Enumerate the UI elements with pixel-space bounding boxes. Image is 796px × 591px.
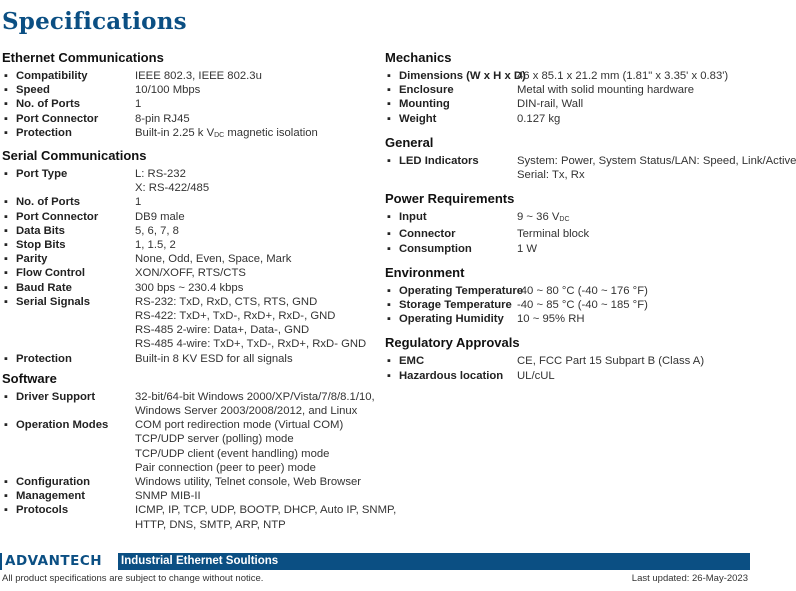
spec-value: XON/XOFF, RTS/CTS: [135, 267, 246, 280]
spec-row: [385, 112, 750, 126]
spec-value: 5, 6, 7, 8: [135, 224, 179, 237]
spec-row: [2, 295, 372, 352]
section-heading: Serial Communications: [2, 148, 147, 164]
spec-label: LED Indicators: [399, 154, 479, 167]
spec-value: Terminal block: [517, 228, 590, 241]
spec-label: Parity: [16, 253, 48, 266]
spec-value: Built-in 2.25 k $V_{DC}$ magnetic isolation: [135, 126, 318, 139]
footer-disclaimer: All product specifications are subject to change without notice.: [2, 573, 264, 584]
spec-label: Input: [399, 211, 427, 224]
spec-label: Dimensions (W x H x D): [399, 70, 526, 82]
spec-value: System: Power, System Status/LAN: Speed, Link/Active Serial: Tx, Rx: [517, 154, 796, 182]
spec-label: No. of Ports: [16, 98, 81, 111]
spec-row: [2, 97, 372, 111]
spec-row: [2, 167, 372, 195]
bullet-icon: ▪: [387, 299, 391, 312]
spec-value: Built-in 8 KV ESD for all signals: [135, 352, 293, 365]
section-heading: Regulatory Approvals: [385, 335, 520, 351]
bullet-icon: ▪: [4, 168, 8, 181]
bullet-icon: ▪: [4, 196, 8, 209]
spec-label: Protection: [16, 352, 72, 365]
spec-label: Data Bits: [16, 224, 65, 237]
bullet-icon: ▪: [4, 281, 8, 294]
spec-label: Operation Modes: [16, 419, 109, 432]
spec-label: Serial Signals: [16, 295, 91, 308]
spec-value: 1, 1.5, 2: [135, 239, 176, 252]
spec-value: COM port redirection mode (Virtual COM) TCP/UDP server (polling) mode TCP/UDP client (event handling) mode Pair connection (peer to peer) mode: [135, 419, 344, 474]
bullet-icon: ▪: [4, 419, 8, 432]
spec-row: [2, 503, 397, 531]
spec-label: Consumption: [399, 242, 472, 255]
spec-value: Metal with solid mounting hardware: [517, 84, 695, 97]
spec-label: Speed: [16, 84, 50, 97]
section-heading: Mechanics: [385, 50, 452, 65]
spec-value: UL/cUL: [517, 369, 555, 382]
spec-row: [2, 266, 372, 280]
spec-row: [2, 475, 372, 489]
spec-value: -40 ~ 80 °C (-40 ~ 176 °F): [517, 284, 648, 297]
spec-row: [2, 195, 372, 209]
spec-value: -40 ~ 85 °C (-40 ~ 185 °F): [517, 299, 648, 312]
spec-label: Protocols: [16, 504, 69, 517]
spec-row: [385, 97, 750, 111]
spec-row: [385, 369, 750, 383]
bullet-icon: ▪: [387, 313, 391, 326]
spec-label: Storage Temperature: [399, 299, 512, 312]
bullet-icon: ▪: [4, 84, 8, 97]
spec-label: EMC: [399, 355, 425, 368]
spec-row: [385, 298, 750, 312]
spec-value: None, Odd, Even, Space, Mark: [135, 253, 292, 266]
spec-label: Weight: [399, 112, 437, 125]
spec-value: 8-pin RJ45: [135, 112, 190, 125]
spec-row: [385, 227, 750, 241]
spec-row: [2, 69, 372, 83]
bullet-icon: ▪: [387, 355, 391, 368]
spec-label: Enclosure: [399, 84, 454, 97]
bullet-icon: ▪: [4, 210, 8, 223]
spec-value: 10 ~ 95% RH: [517, 313, 585, 326]
spec-row: [2, 83, 372, 97]
spec-value: 32-bit/64-bit Windows 2000/XP/Vista/7/8/8.1/10, Windows Server 2003/2008/2012, and Linux: [135, 390, 375, 418]
section-heading: Software: [2, 370, 57, 386]
spec-label: Hazardous location: [399, 369, 504, 382]
bullet-icon: ▪: [4, 504, 8, 517]
spec-row: [2, 281, 372, 295]
spec-value: 9 ~ 36 $V_{DC}$: [517, 211, 570, 224]
spec-label: Operating Temperature: [399, 284, 524, 297]
bullet-icon: ▪: [4, 476, 8, 489]
spec-label: Mounting: [399, 98, 450, 111]
section-heading: General: [385, 134, 434, 150]
spec-value: 1 W: [517, 242, 538, 255]
spec-row: [2, 210, 372, 224]
spec-row: [2, 112, 372, 126]
spec-label: Flow Control: [16, 267, 86, 280]
spec-value: 0.127 kg: [517, 112, 561, 125]
spec-value: 10/100 Mbps: [135, 84, 201, 97]
spec-value: ICMP, IP, TCP, UDP, BOOTP, DHCP, Auto IP, SNMP, HTTP, DNS, SMTP, ARP, NTP: [135, 504, 397, 531]
spec-value: RS-232: TxD, RxD, CTS, RTS, GND RS-422: TxD+, TxD-, RxD+, RxD-, GND RS-485 2-wire: Data+, Data-, GND RS-485 4-wire: TxD+, TxD-, RxD+, RxD- GND: [135, 295, 367, 351]
spec-row: [385, 354, 750, 368]
spec-value: 46 x 85.1 x 21.2 mm (1.81" x 3.35' x 0.83'): [517, 70, 729, 82]
spec-label: Connector: [399, 228, 456, 241]
spec-row: [385, 83, 750, 97]
spec-row: [2, 352, 372, 366]
section-heading: Ethernet Communications: [2, 50, 164, 65]
bullet-icon: ▪: [4, 112, 8, 125]
bullet-icon: ▪: [4, 390, 8, 403]
spec-value: SNMP MIB-II: [135, 490, 201, 503]
spec-row: [2, 390, 375, 418]
page-title: Specifications: [2, 8, 187, 35]
spec-row: [385, 69, 750, 83]
bullet-icon: ▪: [4, 224, 8, 237]
spec-row: [2, 224, 372, 238]
left-column: [2, 50, 397, 532]
spec-label: Port Connector: [16, 210, 99, 223]
advantech-logo: ADVANTECH: [2, 553, 118, 570]
spec-row: [2, 418, 372, 475]
spec-label: Management: [16, 490, 86, 503]
footer-updated: Last updated: 26-May-2023: [631, 573, 748, 584]
spec-row: [2, 252, 372, 266]
spec-row: [2, 238, 372, 252]
bullet-icon: ▪: [387, 112, 391, 125]
spec-value: IEEE 802.3, IEEE 802.3u: [135, 70, 262, 82]
spec-row: [385, 210, 750, 227]
section-heading: Power Requirements: [385, 191, 515, 207]
bullet-icon: ▪: [4, 352, 8, 365]
spec-row: [385, 312, 750, 326]
bullet-icon: ▪: [387, 284, 391, 297]
bullet-icon: ▪: [387, 98, 391, 111]
right-column: [385, 50, 796, 383]
bullet-icon: ▪: [4, 70, 8, 82]
footer-tagline: Industrial Ethernet Soultions: [121, 555, 279, 567]
spec-value: Windows utility, Telnet console, Web Browser: [135, 476, 362, 489]
spec-label: Protection: [16, 126, 72, 139]
bullet-icon: ▪: [387, 70, 391, 82]
bullet-icon: ▪: [4, 490, 8, 503]
spec-value: 300 bps ~ 230.4 kbps: [135, 281, 244, 294]
spec-row: [2, 489, 372, 503]
bullet-icon: ▪: [387, 211, 391, 224]
bullet-icon: ▪: [4, 253, 8, 266]
spec-label: Driver Support: [16, 390, 96, 403]
spec-row: [385, 242, 750, 256]
bullet-icon: ▪: [4, 267, 8, 280]
spec-label: Baud Rate: [16, 281, 72, 294]
bullet-icon: ▪: [4, 98, 8, 111]
spec-label: No. of Ports: [16, 196, 81, 209]
bullet-icon: ▪: [387, 84, 391, 97]
spec-row: [385, 154, 796, 182]
spec-value: DB9 male: [135, 210, 185, 223]
bullet-icon: ▪: [387, 369, 391, 382]
spec-label: Port Type: [16, 168, 68, 181]
section-heading: Environment: [385, 264, 465, 280]
spec-label: Port Connector: [16, 112, 99, 125]
spec-label: Compatibility: [16, 70, 88, 82]
bullet-icon: ▪: [4, 239, 8, 252]
spec-value: 1: [135, 98, 142, 111]
spec-row: [385, 284, 750, 298]
spec-value: L: RS-232 X: RS-422/485: [135, 168, 210, 195]
bullet-icon: ▪: [387, 154, 391, 167]
spec-value: CE, FCC Part 15 Subpart B (Class A): [517, 355, 705, 368]
bullet-icon: ▪: [387, 228, 391, 241]
spec-value: DIN-rail, Wall: [517, 98, 584, 111]
spec-label: Stop Bits: [16, 239, 66, 252]
spec-value: 1: [135, 196, 142, 209]
spec-label: Operating Humidity: [399, 313, 504, 326]
bullet-icon: ▪: [4, 126, 8, 139]
spec-label: Configuration: [16, 476, 91, 489]
bullet-icon: ▪: [387, 242, 391, 255]
bullet-icon: ▪: [4, 295, 8, 308]
spec-row: [2, 126, 372, 143]
